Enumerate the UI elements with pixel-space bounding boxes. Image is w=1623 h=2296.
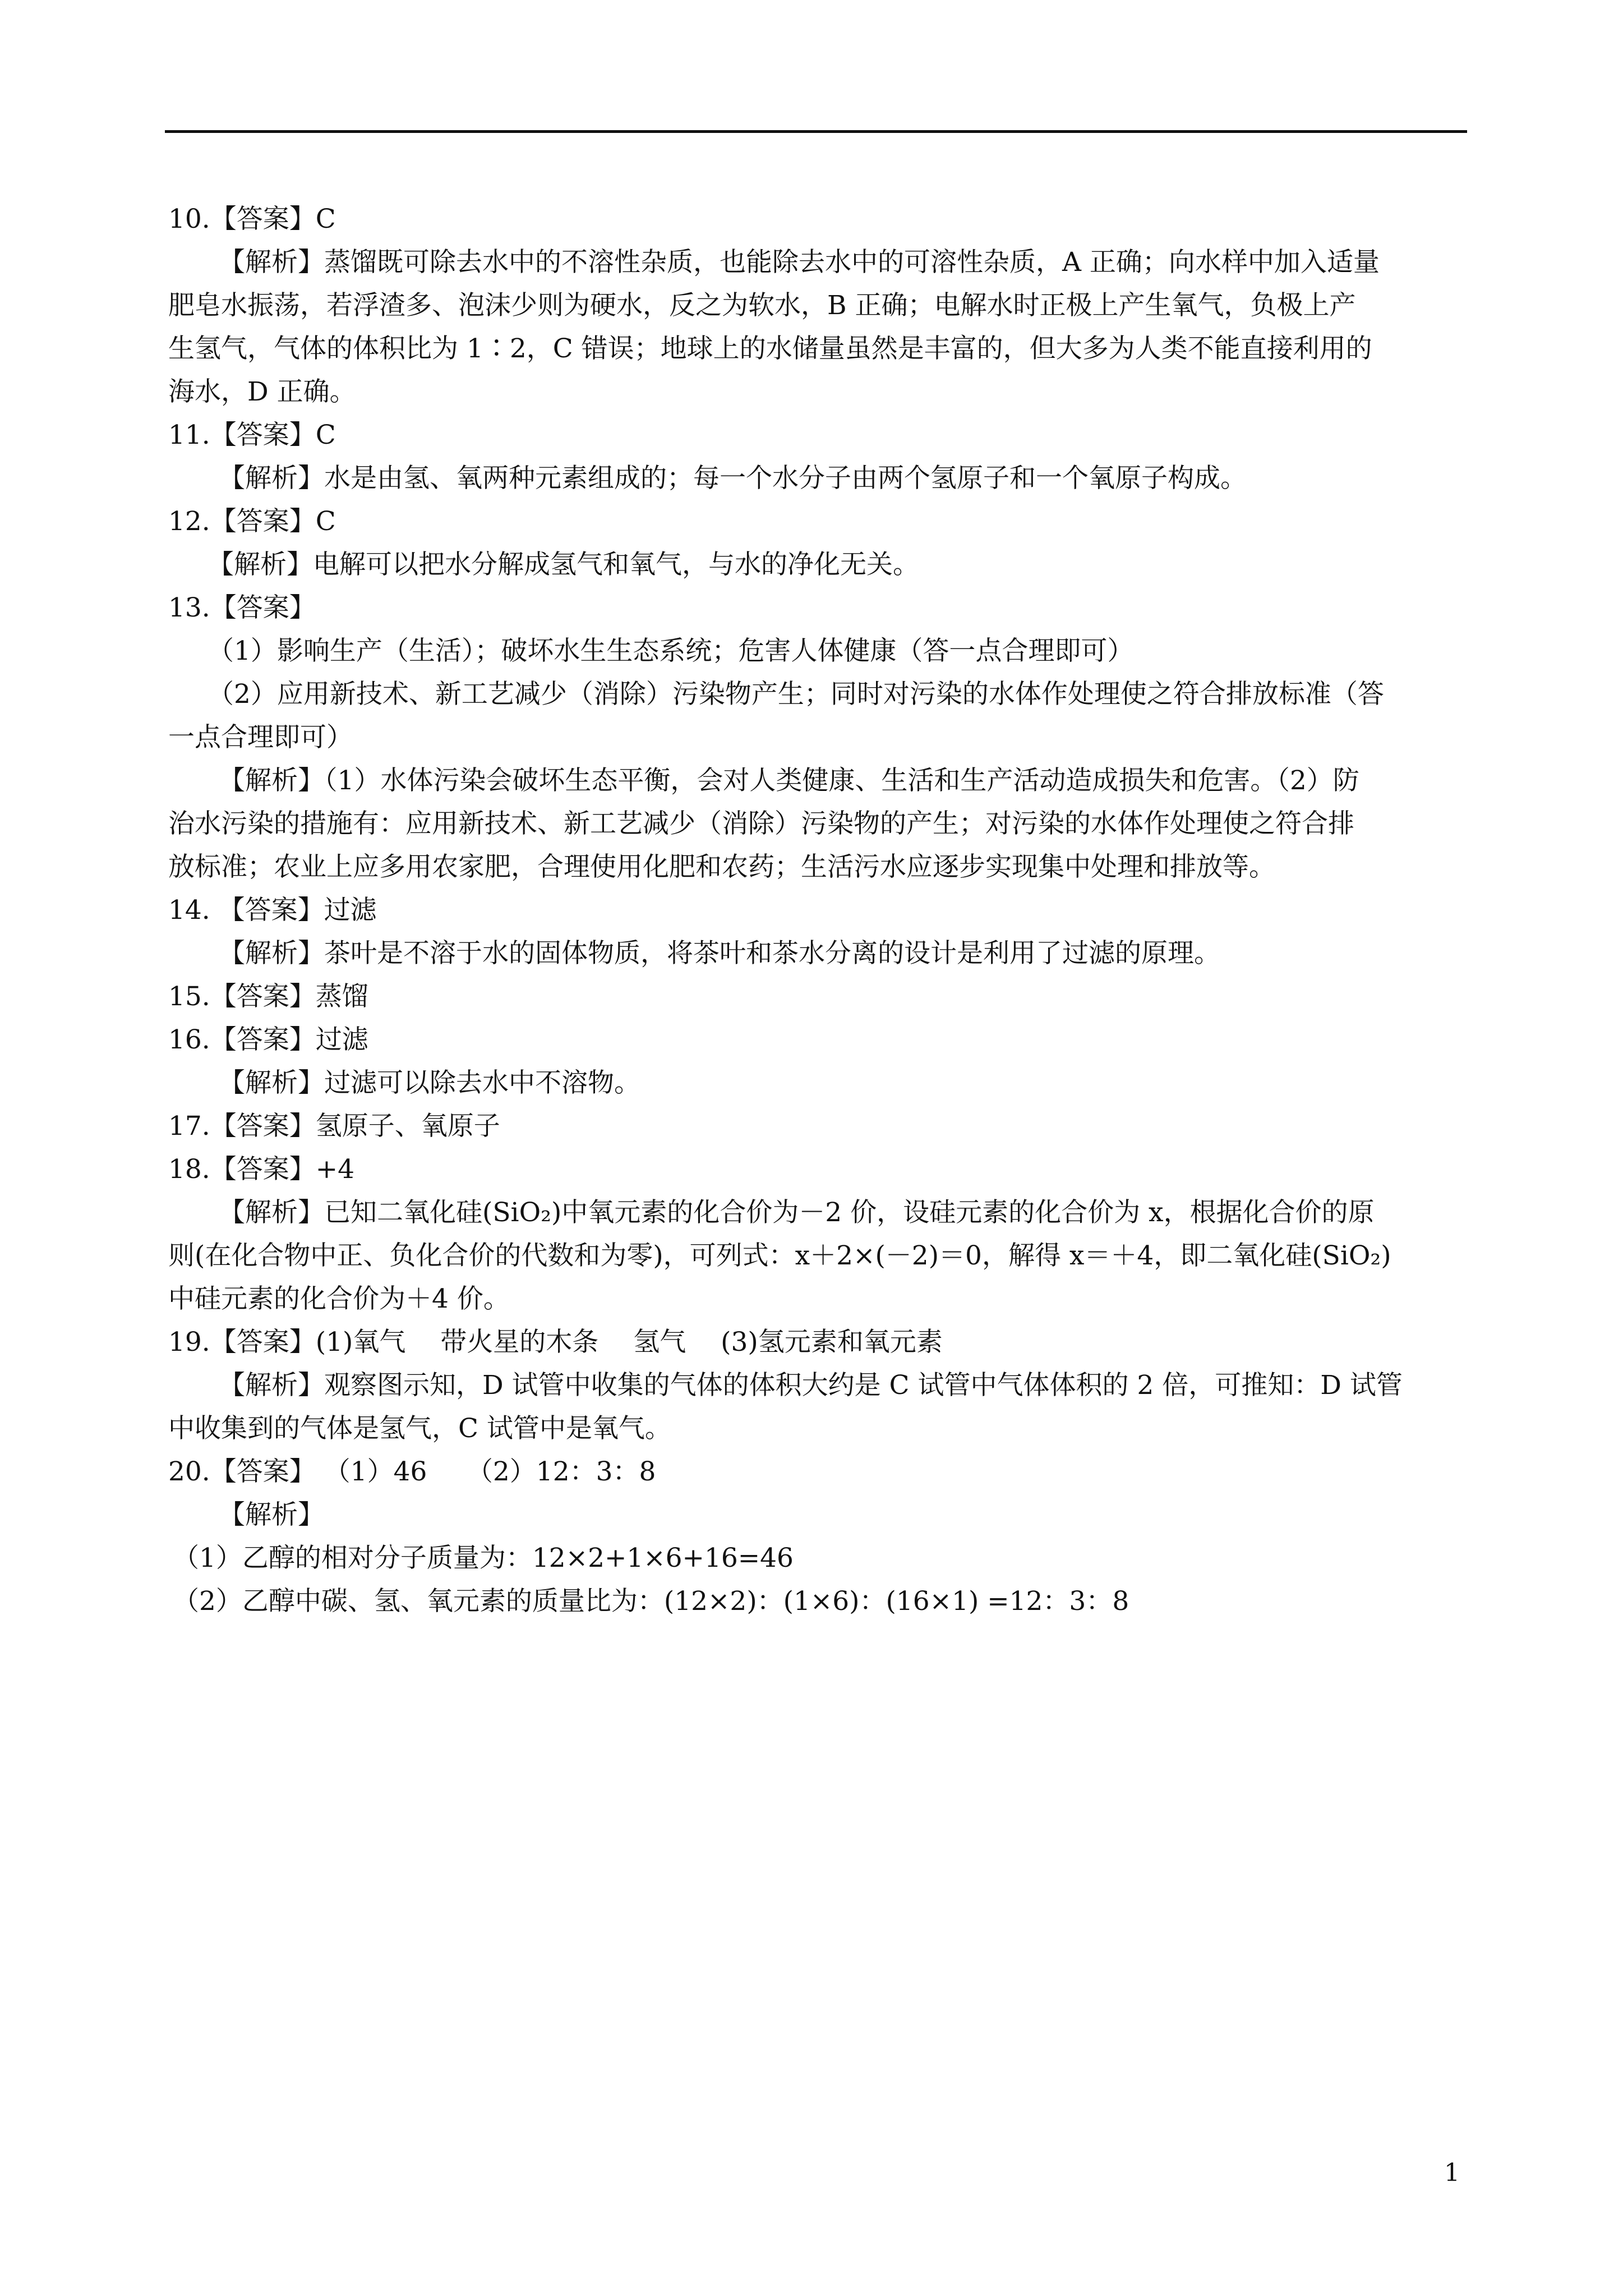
q11-answer: 11.【答案】C [168,420,336,450]
q20-analysis-line: （1）乙醇的相对分子质量为：12×2+1×6+16=46 [173,1543,794,1573]
answer-content [168,197,1458,1623]
q17-answer: 17.【答案】氢原子、氧原子 [168,1111,500,1142]
q10-analysis-line: 【解析】蒸馏既可除去水中的不溶性杂质，也能除去水中的可溶性杂质，A 正确；向水样中加入适量 [219,247,1380,278]
q13-answer-part: （2）应用新技术、新工艺减少（消除）污染物产生；同时对污染的水体作处理使之符合排放标准（答 [208,679,1384,710]
q18-analysis-line: 【解析】已知二氧化硅(SiO₂)中氧元素的化合价为－2 价，设硅元素的化合价为 x，根据化合价的原 [219,1197,1375,1228]
q10-answer: 10.【答案】C [168,204,336,234]
q10-analysis-line: 生氢气，气体的体积比为 1∶2，C 错误；地球上的水储量虽然是丰富的，但大多为人类不能直接利用的 [168,333,1372,364]
q13-analysis-line: 放标准；农业上应多用农家肥，合理使用化肥和农药；生活污水应逐步实现集中处理和排放等。 [168,852,1275,882]
q13-answer-part: （1）影响生产（生活）；破坏水生生态系统；危害人体健康（答一点合理即可） [208,636,1134,666]
q18-answer: 18.【答案】+4 [168,1154,355,1185]
q19-answer: 19.【答案】(1)氧气 带火星的木条 氢气 (3)氢元素和氧元素 [168,1327,943,1358]
q12-analysis-line: 【解析】电解可以把水分解成氢气和氧气，与水的净化无关。 [208,549,919,580]
q10-analysis-line: 肥皂水振荡，若浮渣多、泡沫少则为硬水，反之为软水，B 正确；电解水时正极上产生氧气，负极上产 [168,290,1356,321]
q13-answer: 13.【答案】 [168,592,316,623]
q16-analysis-line: 【解析】过滤可以除去水中不溶物。 [219,1068,640,1098]
q14-answer: 14. 【答案】过滤 [168,895,377,926]
q13-analysis-line: 治水污染的措施有：应用新技术、新工艺减少（消除）污染物的产生；对污染的水体作处理使之符合排 [168,808,1354,839]
q19-analysis-line: 【解析】观察图示知，D 试管中收集的气体的体积大约是 C 试管中气体体积的 2 倍，可推知：D 试管 [219,1370,1403,1401]
q19-analysis-line: 中收集到的气体是氢气，C 试管中是氧气。 [168,1413,671,1444]
q13-answer-part: 一点合理即可） [168,722,353,753]
q20-analysis-label: 【解析】 [219,1499,324,1530]
header-rule [165,130,1467,133]
q20-answer: 20.【答案】 （1）46 （2）12：3：8 [168,1456,656,1487]
q16-answer: 16.【答案】过滤 [168,1024,368,1055]
page-number: 1 [1444,2159,1460,2187]
q13-analysis-line: 【解析】（1）水体污染会破坏生态平衡，会对人类健康、生活和生产活动造成损失和危害。（2）防 [219,765,1359,796]
q12-answer: 12.【答案】C [168,506,336,537]
q18-analysis-line: 则(在化合物中正、负化合价的代数和为零)，可列式：x＋2×(－2)＝0，解得 x＝＋4，即二氧化硅(SiO₂) [168,1240,1391,1271]
q18-analysis-line: 中硅元素的化合价为＋4 价。 [168,1283,510,1314]
q14-analysis-line: 【解析】茶叶是不溶于水的固体物质，将茶叶和茶水分离的设计是利用了过滤的原理。 [219,938,1220,969]
q11-analysis-line: 【解析】水是由氢、氧两种元素组成的；每一个水分子由两个氢原子和一个氧原子构成。 [219,463,1247,494]
q15-answer: 15.【答案】蒸馏 [168,981,368,1012]
q20-analysis-line: （2）乙醇中碳、氢、氧元素的质量比为：(12×2)：(1×6)：(16×1) =12：3：8 [173,1586,1129,1617]
q10-analysis-line: 海水，D 正确。 [168,376,356,407]
